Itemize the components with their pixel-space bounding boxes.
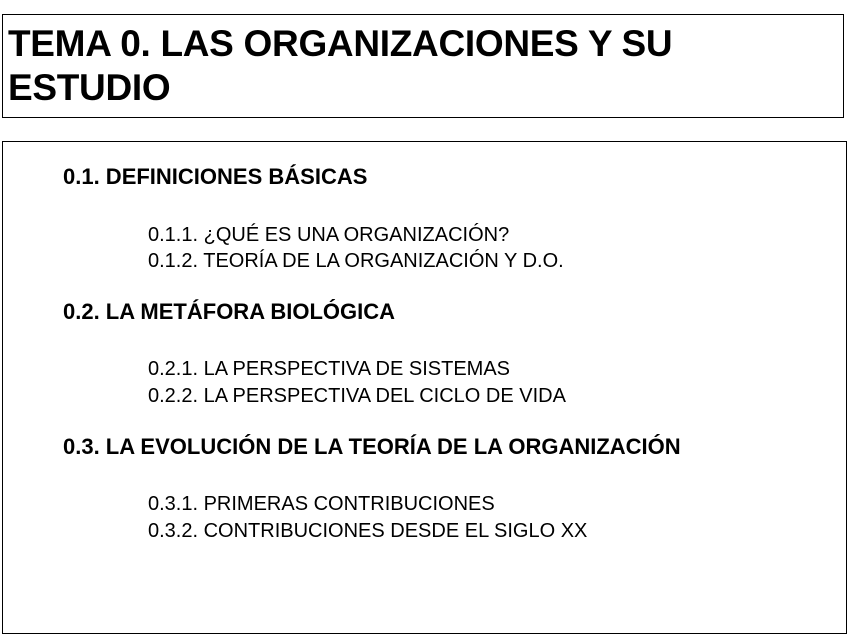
section-heading-0-3: 0.3. LA EVOLUCIÓN DE LA TEORÍA DE LA ORGANIZACIÓN — [63, 434, 681, 459]
page-title-line-2: ESTUDIO — [8, 67, 171, 108]
outline-item-0-3-1: 0.3.1. PRIMERAS CONTRIBUCIONES — [148, 493, 495, 515]
section-heading-0-2: 0.2. LA METÁFORA BIOLÓGICA — [63, 299, 396, 324]
outline-item-0-1-1: 0.1.1. ¿QUÉ ES UNA ORGANIZACIÓN? — [148, 224, 510, 246]
page-title-line-1: TEMA 0. LAS ORGANIZACIONES Y SU — [8, 23, 673, 64]
outline-item-0-2-2: 0.2.2. LA PERSPECTIVA DEL CICLO DE VIDA — [148, 385, 566, 407]
outline-item-0-2-1: 0.2.1. LA PERSPECTIVA DE SISTEMAS — [148, 358, 510, 380]
page-title — [8, 22, 828, 110]
section-heading-0-1: 0.1. DEFINICIONES BÁSICAS — [63, 164, 368, 189]
outline-item-0-1-2: 0.1.2. TEORÍA DE LA ORGANIZACIÓN Y D.O. — [148, 250, 564, 272]
outline-item-0-3-2: 0.3.2. CONTRIBUCIONES DESDE EL SIGLO XX — [148, 520, 588, 542]
